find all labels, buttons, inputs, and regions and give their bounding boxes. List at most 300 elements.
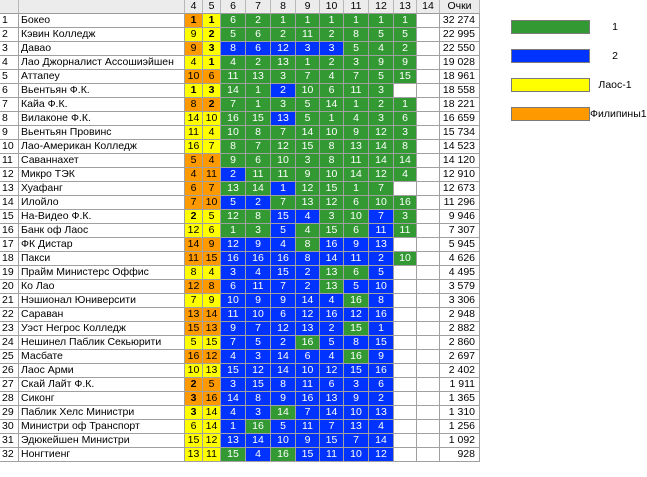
empty-cell[interactable]: [417, 280, 440, 294]
score-cell[interactable]: 14: [296, 294, 320, 308]
score-cell[interactable]: 2: [185, 378, 203, 392]
score-cell[interactable]: 2: [271, 84, 296, 98]
score-cell[interactable]: [394, 336, 417, 350]
empty-cell[interactable]: [417, 350, 440, 364]
column-header[interactable]: 7: [246, 0, 271, 14]
row-number[interactable]: 5: [0, 70, 19, 84]
score-cell[interactable]: 15: [320, 434, 344, 448]
empty-cell[interactable]: [417, 322, 440, 336]
empty-cell[interactable]: [417, 154, 440, 168]
team-name-cell[interactable]: Ко Лао: [19, 280, 185, 294]
score-cell[interactable]: 16: [394, 196, 417, 210]
score-cell[interactable]: 10: [221, 294, 246, 308]
score-cell[interactable]: 16: [246, 252, 271, 266]
score-cell[interactable]: 14: [271, 364, 296, 378]
empty-cell[interactable]: [417, 42, 440, 56]
score-cell[interactable]: 8: [271, 378, 296, 392]
score-cell[interactable]: 5: [296, 112, 320, 126]
score-cell[interactable]: 10: [344, 406, 369, 420]
points-cell[interactable]: 9 946: [440, 210, 480, 224]
score-cell[interactable]: 7: [246, 322, 271, 336]
score-cell[interactable]: 4: [221, 406, 246, 420]
score-cell[interactable]: 13: [296, 196, 320, 210]
score-cell[interactable]: 4: [221, 350, 246, 364]
score-cell[interactable]: 6: [185, 420, 203, 434]
score-cell[interactable]: 13: [296, 322, 320, 336]
score-cell[interactable]: 7: [271, 126, 296, 140]
score-cell[interactable]: 3: [246, 224, 271, 238]
score-cell[interactable]: 13: [246, 70, 271, 84]
score-cell[interactable]: 1: [344, 98, 369, 112]
score-cell[interactable]: 16: [369, 308, 394, 322]
score-cell[interactable]: 2: [271, 28, 296, 42]
score-cell[interactable]: 6: [320, 84, 344, 98]
points-cell[interactable]: 1 365: [440, 392, 480, 406]
score-cell[interactable]: 16: [344, 294, 369, 308]
column-header[interactable]: [19, 0, 185, 14]
row-number[interactable]: 18: [0, 252, 19, 266]
score-cell[interactable]: 1: [203, 14, 221, 28]
score-cell[interactable]: 7: [369, 210, 394, 224]
score-cell[interactable]: 10: [344, 210, 369, 224]
score-cell[interactable]: 14: [185, 238, 203, 252]
score-cell[interactable]: 6: [221, 280, 246, 294]
score-cell[interactable]: 14: [203, 406, 221, 420]
points-cell[interactable]: 3 306: [440, 294, 480, 308]
score-cell[interactable]: 12: [296, 308, 320, 322]
score-cell[interactable]: 12: [271, 42, 296, 56]
score-cell[interactable]: 15: [296, 448, 320, 462]
row-number[interactable]: 31: [0, 434, 19, 448]
team-name-cell[interactable]: Лао-Американ Колледж: [19, 140, 185, 154]
column-header[interactable]: 5: [203, 0, 221, 14]
score-cell[interactable]: 14: [185, 112, 203, 126]
score-cell[interactable]: 7: [344, 70, 369, 84]
score-cell[interactable]: 16: [344, 350, 369, 364]
score-cell[interactable]: 15: [320, 182, 344, 196]
score-cell[interactable]: 2: [369, 252, 394, 266]
points-cell[interactable]: 16 659: [440, 112, 480, 126]
score-cell[interactable]: 8: [221, 140, 246, 154]
points-cell[interactable]: 2 402: [440, 364, 480, 378]
points-cell[interactable]: 928: [440, 448, 480, 462]
row-number[interactable]: 27: [0, 378, 19, 392]
score-cell[interactable]: 10: [320, 168, 344, 182]
score-cell[interactable]: 12: [203, 434, 221, 448]
points-cell[interactable]: 18 221: [440, 98, 480, 112]
team-name-cell[interactable]: Аттапеу: [19, 70, 185, 84]
score-cell[interactable]: 9: [203, 294, 221, 308]
score-cell[interactable]: 7: [203, 140, 221, 154]
score-cell[interactable]: 9: [221, 154, 246, 168]
score-cell[interactable]: 1: [369, 14, 394, 28]
score-cell[interactable]: 9: [185, 42, 203, 56]
empty-cell[interactable]: [417, 420, 440, 434]
score-cell[interactable]: 2: [320, 28, 344, 42]
score-cell[interactable]: 7: [221, 98, 246, 112]
score-cell[interactable]: 11: [394, 224, 417, 238]
score-cell[interactable]: 12: [246, 364, 271, 378]
score-cell[interactable]: 5: [221, 196, 246, 210]
score-cell[interactable]: 2: [246, 196, 271, 210]
row-number[interactable]: 13: [0, 182, 19, 196]
score-cell[interactable]: 10: [296, 84, 320, 98]
score-cell[interactable]: 3: [221, 266, 246, 280]
score-cell[interactable]: 11: [369, 224, 394, 238]
row-number[interactable]: 4: [0, 56, 19, 70]
score-cell[interactable]: 10: [185, 70, 203, 84]
empty-cell[interactable]: [417, 210, 440, 224]
score-cell[interactable]: 12: [320, 196, 344, 210]
score-cell[interactable]: 6: [203, 224, 221, 238]
row-number[interactable]: 19: [0, 266, 19, 280]
score-cell[interactable]: 8: [320, 140, 344, 154]
points-cell[interactable]: 18 558: [440, 84, 480, 98]
score-cell[interactable]: 6: [344, 224, 369, 238]
score-cell[interactable]: 13: [344, 420, 369, 434]
score-cell[interactable]: 11: [221, 70, 246, 84]
score-cell[interactable]: 10: [320, 126, 344, 140]
score-cell[interactable]: 8: [246, 392, 271, 406]
score-cell[interactable]: 15: [369, 336, 394, 350]
score-cell[interactable]: 7: [296, 406, 320, 420]
score-cell[interactable]: 11: [296, 28, 320, 42]
row-number[interactable]: 3: [0, 42, 19, 56]
score-cell[interactable]: 12: [221, 238, 246, 252]
points-cell[interactable]: 1 911: [440, 378, 480, 392]
score-cell[interactable]: 3: [296, 42, 320, 56]
row-number[interactable]: 24: [0, 336, 19, 350]
score-cell[interactable]: 16: [221, 252, 246, 266]
row-number[interactable]: 25: [0, 350, 19, 364]
row-number[interactable]: 9: [0, 126, 19, 140]
score-cell[interactable]: 16: [271, 252, 296, 266]
row-number[interactable]: 11: [0, 154, 19, 168]
points-cell[interactable]: 19 028: [440, 56, 480, 70]
score-cell[interactable]: 13: [203, 322, 221, 336]
score-cell[interactable]: 3: [320, 210, 344, 224]
score-cell[interactable]: 5: [185, 336, 203, 350]
score-cell[interactable]: 15: [271, 266, 296, 280]
score-cell[interactable]: 8: [185, 98, 203, 112]
score-cell[interactable]: 6: [320, 378, 344, 392]
row-number[interactable]: 7: [0, 98, 19, 112]
points-cell[interactable]: 22 550: [440, 42, 480, 56]
score-cell[interactable]: 6: [344, 266, 369, 280]
score-cell[interactable]: 12: [369, 448, 394, 462]
score-cell[interactable]: 14: [246, 182, 271, 196]
score-cell[interactable]: 10: [394, 252, 417, 266]
score-cell[interactable]: 7: [185, 196, 203, 210]
score-cell[interactable]: 11: [271, 168, 296, 182]
empty-cell[interactable]: [417, 448, 440, 462]
score-cell[interactable]: 6: [221, 14, 246, 28]
score-cell[interactable]: 12: [369, 126, 394, 140]
score-cell[interactable]: 5: [203, 378, 221, 392]
score-cell[interactable]: 2: [296, 280, 320, 294]
points-cell[interactable]: 2 948: [440, 308, 480, 322]
score-cell[interactable]: 7: [271, 196, 296, 210]
row-number[interactable]: 10: [0, 140, 19, 154]
column-header[interactable]: 6: [221, 0, 246, 14]
score-cell[interactable]: 5: [246, 336, 271, 350]
score-cell[interactable]: 3: [203, 84, 221, 98]
empty-cell[interactable]: [417, 308, 440, 322]
column-header[interactable]: 10: [320, 0, 344, 14]
score-cell[interactable]: 4: [271, 238, 296, 252]
score-cell[interactable]: [394, 406, 417, 420]
score-cell[interactable]: 1: [344, 14, 369, 28]
score-cell[interactable]: 2: [203, 28, 221, 42]
score-cell[interactable]: 9: [246, 238, 271, 252]
score-cell[interactable]: [394, 266, 417, 280]
score-cell[interactable]: 15: [246, 378, 271, 392]
score-cell[interactable]: 11: [320, 448, 344, 462]
column-header[interactable]: 8: [271, 0, 296, 14]
score-cell[interactable]: 9: [369, 56, 394, 70]
score-cell[interactable]: 14: [271, 350, 296, 364]
score-cell[interactable]: [394, 420, 417, 434]
score-cell[interactable]: 2: [320, 56, 344, 70]
score-cell[interactable]: 11: [296, 378, 320, 392]
score-cell[interactable]: 12: [271, 140, 296, 154]
score-cell[interactable]: 8: [344, 28, 369, 42]
score-cell[interactable]: 14: [203, 420, 221, 434]
score-cell[interactable]: 9: [203, 238, 221, 252]
score-cell[interactable]: 7: [185, 294, 203, 308]
points-cell[interactable]: 2 860: [440, 336, 480, 350]
score-cell[interactable]: 4: [221, 56, 246, 70]
points-cell[interactable]: 14 523: [440, 140, 480, 154]
empty-cell[interactable]: [417, 126, 440, 140]
empty-cell[interactable]: [417, 112, 440, 126]
score-cell[interactable]: 15: [203, 252, 221, 266]
score-cell[interactable]: 11: [246, 168, 271, 182]
score-cell[interactable]: 8: [203, 280, 221, 294]
score-cell[interactable]: 13: [344, 140, 369, 154]
score-cell[interactable]: 10: [203, 196, 221, 210]
score-cell[interactable]: [394, 378, 417, 392]
score-cell[interactable]: 9: [221, 322, 246, 336]
column-header[interactable]: [0, 0, 19, 14]
score-cell[interactable]: 14: [320, 406, 344, 420]
row-number[interactable]: 30: [0, 420, 19, 434]
score-cell[interactable]: 6: [344, 196, 369, 210]
score-cell[interactable]: 12: [203, 350, 221, 364]
row-number[interactable]: 15: [0, 210, 19, 224]
score-cell[interactable]: 5: [320, 336, 344, 350]
score-cell[interactable]: 12: [185, 280, 203, 294]
score-cell[interactable]: 16: [369, 364, 394, 378]
score-cell[interactable]: 4: [203, 126, 221, 140]
score-cell[interactable]: 8: [246, 210, 271, 224]
team-name-cell[interactable]: ФК Дистар: [19, 238, 185, 252]
score-cell[interactable]: 15: [344, 364, 369, 378]
score-cell[interactable]: 5: [344, 42, 369, 56]
team-name-cell[interactable]: Кэвин Колледж: [19, 28, 185, 42]
score-cell[interactable]: 9: [271, 294, 296, 308]
score-cell[interactable]: 14: [320, 98, 344, 112]
score-cell[interactable]: 3: [369, 112, 394, 126]
score-cell[interactable]: 12: [344, 308, 369, 322]
score-cell[interactable]: 2: [296, 266, 320, 280]
column-header[interactable]: 11: [344, 0, 369, 14]
empty-cell[interactable]: [417, 294, 440, 308]
score-cell[interactable]: 12: [369, 168, 394, 182]
score-cell[interactable]: 6: [246, 154, 271, 168]
score-cell[interactable]: 16: [185, 140, 203, 154]
score-cell[interactable]: 15: [320, 224, 344, 238]
score-cell[interactable]: 7: [320, 420, 344, 434]
score-cell[interactable]: 15: [203, 336, 221, 350]
score-cell[interactable]: 12: [296, 182, 320, 196]
points-cell[interactable]: 1 310: [440, 406, 480, 420]
score-cell[interactable]: 13: [185, 308, 203, 322]
points-cell[interactable]: 14 120: [440, 154, 480, 168]
empty-cell[interactable]: [417, 252, 440, 266]
score-cell[interactable]: 14: [369, 140, 394, 154]
team-name-cell[interactable]: Саваннахет: [19, 154, 185, 168]
row-number[interactable]: 28: [0, 392, 19, 406]
team-name-cell[interactable]: Уэст Негрос Колледж: [19, 322, 185, 336]
score-cell[interactable]: 2: [246, 56, 271, 70]
score-cell[interactable]: 4: [296, 210, 320, 224]
score-cell[interactable]: [394, 308, 417, 322]
score-cell[interactable]: 14: [221, 84, 246, 98]
score-cell[interactable]: 1: [185, 14, 203, 28]
score-cell[interactable]: 6: [369, 378, 394, 392]
score-cell[interactable]: 10: [221, 126, 246, 140]
score-cell[interactable]: 15: [344, 322, 369, 336]
team-name-cell[interactable]: Бокео: [19, 14, 185, 28]
points-cell[interactable]: 32 274: [440, 14, 480, 28]
empty-cell[interactable]: [417, 98, 440, 112]
team-name-cell[interactable]: Кайа Ф.К.: [19, 98, 185, 112]
empty-cell[interactable]: [417, 224, 440, 238]
score-cell[interactable]: [394, 280, 417, 294]
row-number[interactable]: 32: [0, 448, 19, 462]
score-cell[interactable]: [394, 182, 417, 196]
team-name-cell[interactable]: Нешинел Паблик Секьюрити: [19, 336, 185, 350]
team-name-cell[interactable]: Министри оф Транспорт: [19, 420, 185, 434]
score-cell[interactable]: 10: [296, 364, 320, 378]
row-number[interactable]: 22: [0, 308, 19, 322]
score-cell[interactable]: 7: [369, 182, 394, 196]
score-cell[interactable]: 16: [271, 448, 296, 462]
score-cell[interactable]: 9: [394, 56, 417, 70]
score-cell[interactable]: 3: [246, 406, 271, 420]
score-cell[interactable]: 9: [271, 392, 296, 406]
empty-cell[interactable]: [417, 266, 440, 280]
points-cell[interactable]: 11 296: [440, 196, 480, 210]
team-name-cell[interactable]: Микро ТЭК: [19, 168, 185, 182]
score-cell[interactable]: [394, 294, 417, 308]
score-cell[interactable]: 6: [246, 28, 271, 42]
score-cell[interactable]: 5: [271, 420, 296, 434]
score-cell[interactable]: [394, 434, 417, 448]
team-name-cell[interactable]: На-Видео Ф.К.: [19, 210, 185, 224]
score-cell[interactable]: 2: [203, 98, 221, 112]
score-cell[interactable]: 15: [246, 112, 271, 126]
score-cell[interactable]: 16: [185, 350, 203, 364]
score-cell[interactable]: 1: [369, 322, 394, 336]
team-name-cell[interactable]: Вьентьян Ф.К.: [19, 84, 185, 98]
score-cell[interactable]: 13: [320, 266, 344, 280]
column-header[interactable]: 14: [417, 0, 440, 14]
score-cell[interactable]: 13: [320, 280, 344, 294]
score-cell[interactable]: 5: [271, 224, 296, 238]
empty-cell[interactable]: [417, 28, 440, 42]
score-cell[interactable]: 3: [320, 42, 344, 56]
score-cell[interactable]: 11: [344, 154, 369, 168]
score-cell[interactable]: 12: [185, 224, 203, 238]
score-cell[interactable]: [394, 448, 417, 462]
points-cell[interactable]: 4 626: [440, 252, 480, 266]
score-cell[interactable]: [394, 84, 417, 98]
score-cell[interactable]: 13: [369, 238, 394, 252]
score-cell[interactable]: 1: [185, 84, 203, 98]
score-cell[interactable]: 13: [185, 448, 203, 462]
score-cell[interactable]: 4: [185, 56, 203, 70]
score-cell[interactable]: 16: [320, 238, 344, 252]
empty-cell[interactable]: [417, 392, 440, 406]
score-cell[interactable]: 3: [185, 406, 203, 420]
score-cell[interactable]: 6: [203, 70, 221, 84]
score-cell[interactable]: 2: [369, 98, 394, 112]
score-cell[interactable]: 8: [296, 252, 320, 266]
score-cell[interactable]: 6: [296, 350, 320, 364]
score-cell[interactable]: 11: [344, 252, 369, 266]
score-cell[interactable]: 15: [394, 70, 417, 84]
empty-cell[interactable]: [417, 406, 440, 420]
score-cell[interactable]: 9: [369, 350, 394, 364]
empty-cell[interactable]: [417, 196, 440, 210]
row-number[interactable]: 6: [0, 84, 19, 98]
score-cell[interactable]: 6: [394, 112, 417, 126]
score-cell[interactable]: 12: [221, 210, 246, 224]
score-cell[interactable]: 10: [369, 280, 394, 294]
team-name-cell[interactable]: Скай Лайт Ф.К.: [19, 378, 185, 392]
column-header[interactable]: 4: [185, 0, 203, 14]
score-cell[interactable]: 16: [221, 112, 246, 126]
team-name-cell[interactable]: Прайм Министерс Оффис: [19, 266, 185, 280]
score-cell[interactable]: 11: [203, 168, 221, 182]
score-cell[interactable]: 3: [296, 154, 320, 168]
score-cell[interactable]: 3: [221, 378, 246, 392]
score-cell[interactable]: 12: [320, 364, 344, 378]
empty-cell[interactable]: [417, 182, 440, 196]
points-cell[interactable]: 4 495: [440, 266, 480, 280]
score-cell[interactable]: 10: [185, 364, 203, 378]
row-number[interactable]: 26: [0, 364, 19, 378]
score-cell[interactable]: 14: [246, 434, 271, 448]
score-cell[interactable]: 8: [344, 336, 369, 350]
score-cell[interactable]: [394, 364, 417, 378]
score-cell[interactable]: 3: [271, 98, 296, 112]
score-cell[interactable]: 1: [296, 56, 320, 70]
score-cell[interactable]: 1: [203, 56, 221, 70]
score-cell[interactable]: 6: [271, 308, 296, 322]
points-cell[interactable]: 7 307: [440, 224, 480, 238]
row-number[interactable]: 1: [0, 14, 19, 28]
team-name-cell[interactable]: Давао: [19, 42, 185, 56]
score-cell[interactable]: 16: [296, 336, 320, 350]
row-number[interactable]: 14: [0, 196, 19, 210]
score-cell[interactable]: 4: [203, 266, 221, 280]
score-cell[interactable]: 8: [320, 154, 344, 168]
score-cell[interactable]: 4: [246, 266, 271, 280]
score-cell[interactable]: 14: [369, 154, 394, 168]
